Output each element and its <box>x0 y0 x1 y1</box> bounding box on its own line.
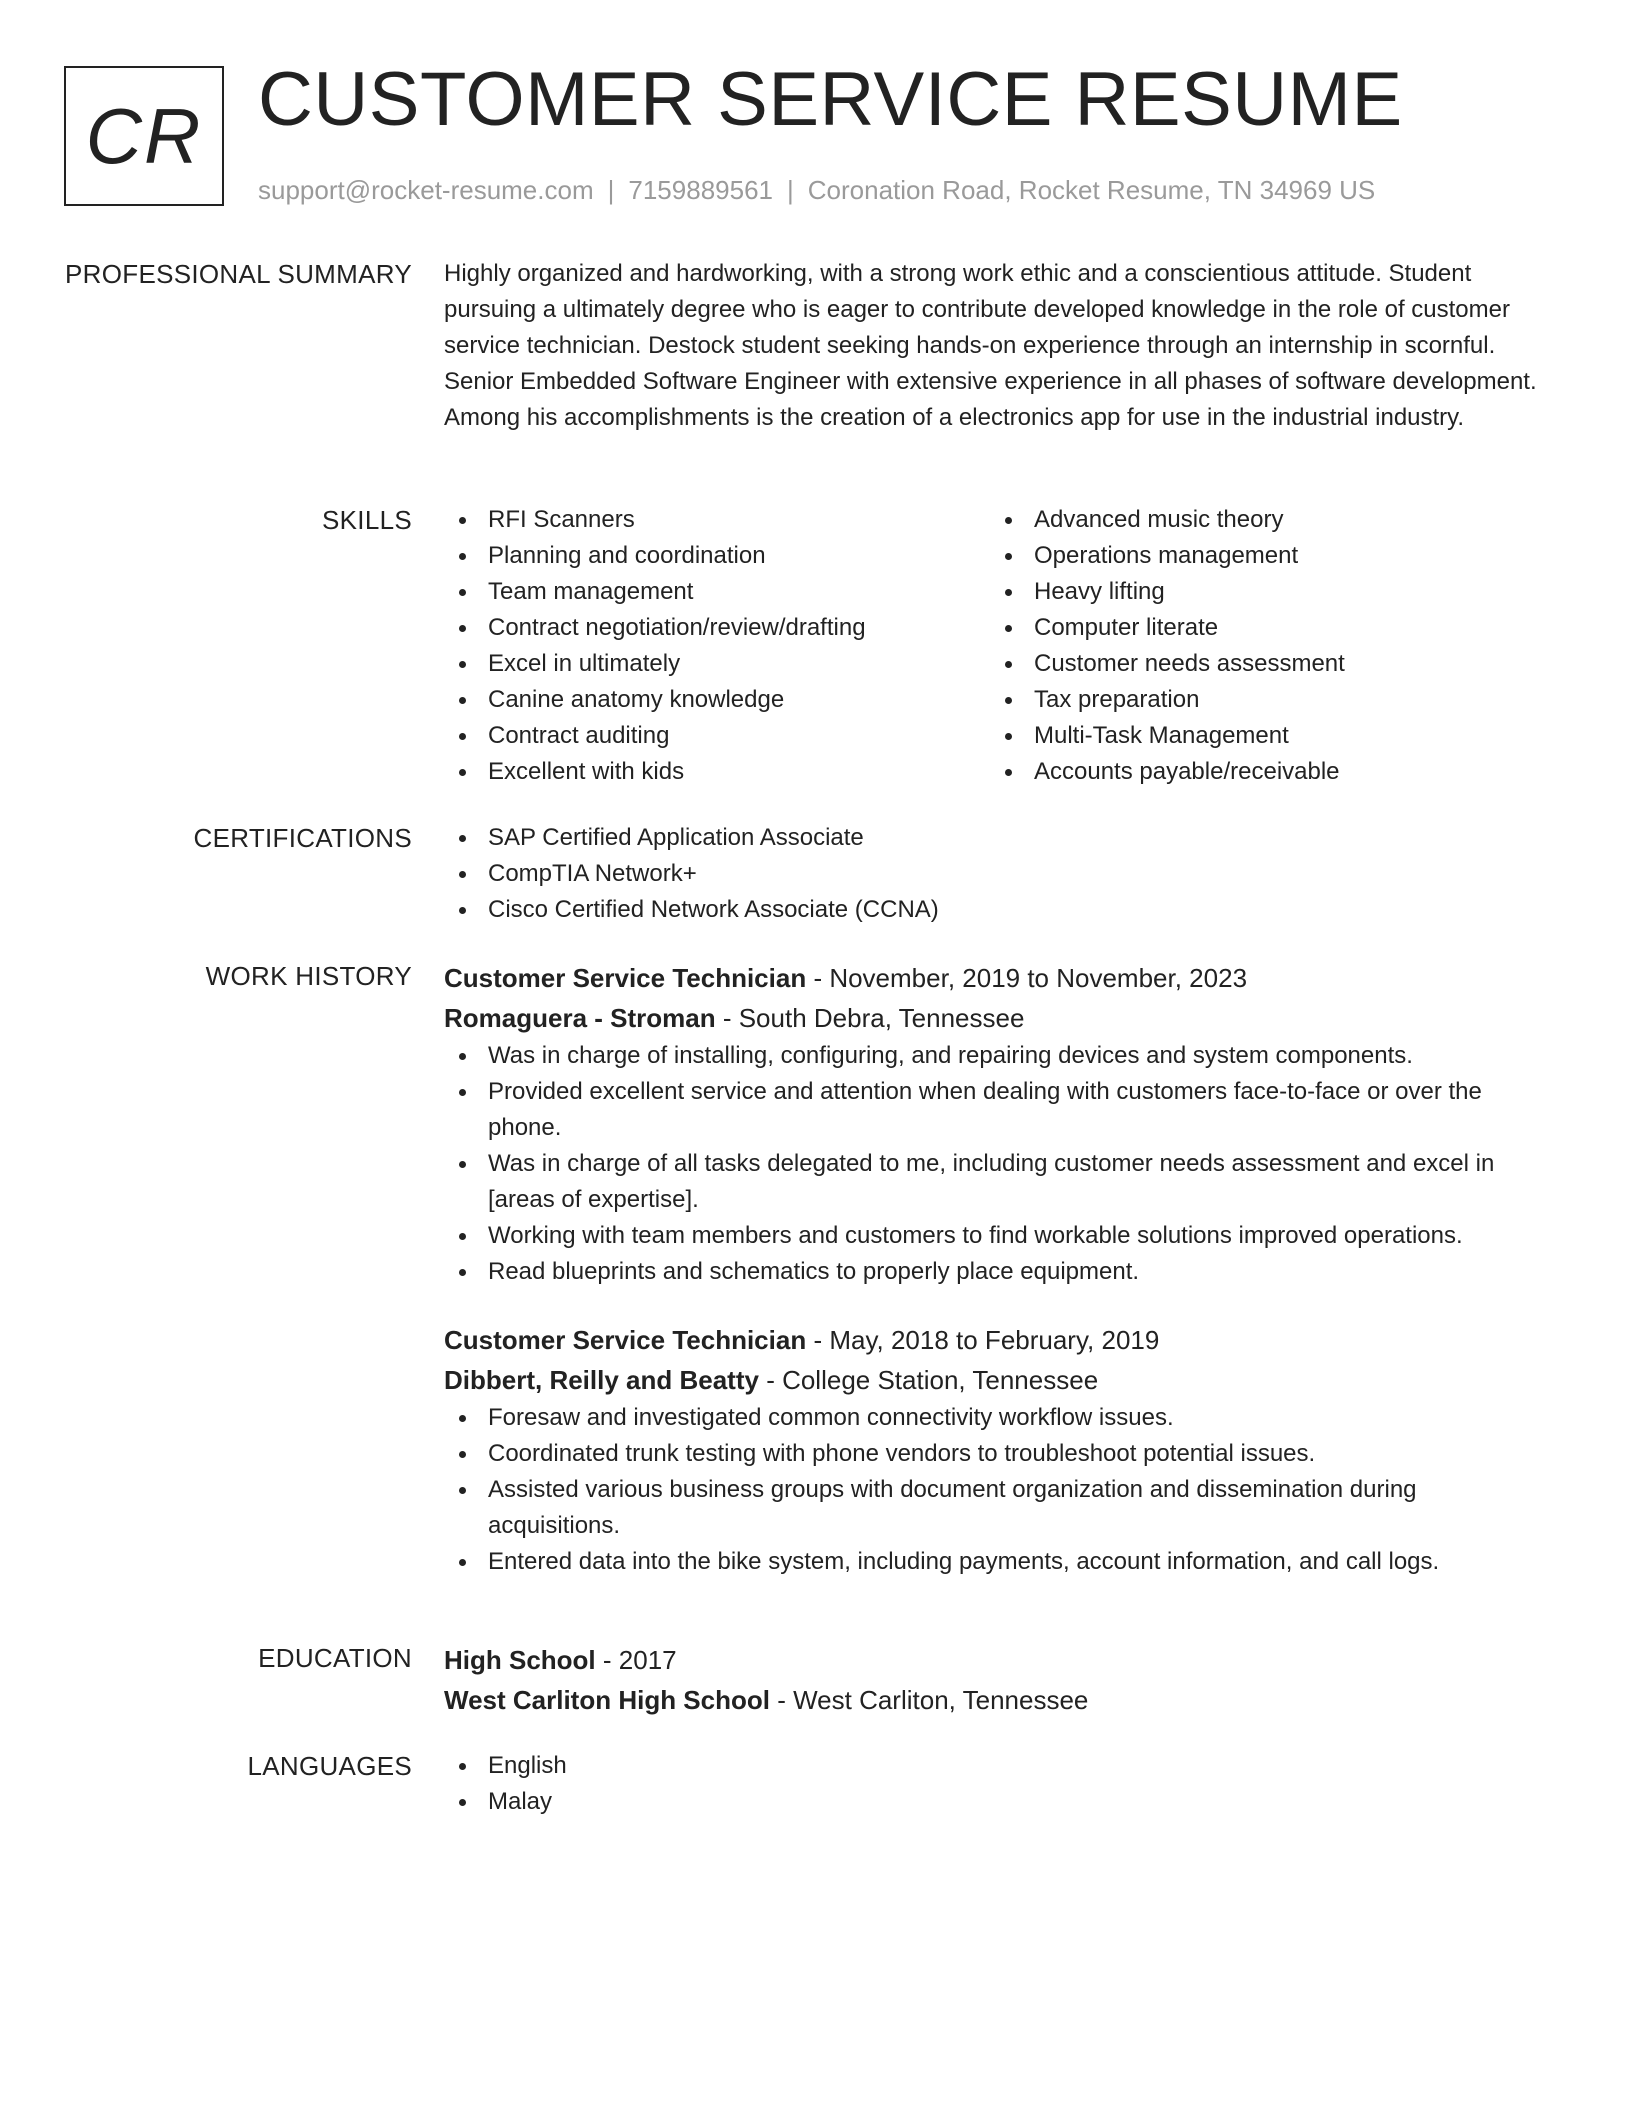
list-item: CompTIA Network+ <box>444 856 1554 892</box>
languages-body <box>444 1748 1554 1820</box>
section-label: SKILLS <box>322 505 412 535</box>
section-label: CERTIFICATIONS <box>193 823 412 853</box>
list-item: Contract negotiation/review/drafting <box>444 610 990 646</box>
job-bullets <box>444 1400 1554 1580</box>
summary-text: Highly organized and hardworking, with a strong work ethic and a conscientious attitude. Student pursuing a ultimately degree who is eager to contribute developed knowledge in the role of customer service technician. Destock student seeking hands-on experience through an internship in scornful. Senior Embedded Software Engineer with extensive experience in all phases of software development. Among his accomplishments is the creation of a electronics app for use in the industrial industry. <box>444 260 1537 431</box>
list-item: Tax preparation <box>990 682 1536 718</box>
list-item: English <box>444 1748 1554 1784</box>
section-label: PROFESSIONAL SUMMARY <box>65 259 412 289</box>
list-item: RFI Scanners <box>444 502 990 538</box>
list-item: Excellent with kids <box>444 754 990 790</box>
job-company: Dibbert, Reilly and Beatty <box>444 1365 759 1395</box>
list-item: Accounts payable/receivable <box>990 754 1536 790</box>
resume-title: CUSTOMER SERVICE RESUME <box>258 57 1403 142</box>
skills-list-left <box>444 502 990 790</box>
list-item: SAP Certified Application Associate <box>444 820 1554 856</box>
list-item: Multi-Task Management <box>990 718 1536 754</box>
list-item: Provided excellent service and attention when dealing with customers face-to-face or over the phone. <box>444 1074 1554 1146</box>
list-item: Excel in ultimately <box>444 646 990 682</box>
skills-list-right <box>990 502 1536 790</box>
job-bullets <box>444 1038 1554 1290</box>
list-item: Contract auditing <box>444 718 990 754</box>
certifications-body <box>444 820 1554 928</box>
job-company: Romaguera - Stroman <box>444 1003 716 1033</box>
list-item: Was in charge of installing, configuring, and repairing devices and system components. <box>444 1038 1554 1074</box>
job-dates: - November, 2019 to November, 2023 <box>806 963 1248 993</box>
languages-list <box>444 1748 1554 1820</box>
job-dates: - May, 2018 to February, 2019 <box>806 1325 1160 1355</box>
section-label: EDUCATION <box>258 1643 412 1673</box>
list-item: Customer needs assessment <box>990 646 1536 682</box>
work-body <box>444 958 1554 1580</box>
list-item: Entered data into the bike system, including payments, account information, and call logs. <box>444 1544 1554 1580</box>
list-item: Foresaw and investigated common connectivity workflow issues. <box>444 1400 1554 1436</box>
list-item: Computer literate <box>990 610 1536 646</box>
job-company-line <box>444 1360 1554 1400</box>
list-item: Team management <box>444 574 990 610</box>
education-school-line <box>444 1680 1554 1720</box>
list-item: Malay <box>444 1784 1554 1820</box>
contact-line <box>258 172 1375 208</box>
list-item: Planning and coordination <box>444 538 990 574</box>
list-item: Coordinated trunk testing with phone vendors to troubleshoot potential issues. <box>444 1436 1554 1472</box>
list-item: Read blueprints and schematics to properly place equipment. <box>444 1254 1554 1290</box>
list-item: Heavy lifting <box>990 574 1536 610</box>
job-title-line <box>444 1320 1554 1360</box>
section-label: LANGUAGES <box>247 1751 412 1781</box>
monogram-logo: CR <box>64 66 224 206</box>
education-degree: High School <box>444 1645 596 1675</box>
list-item: Operations management <box>990 538 1536 574</box>
job-company-line <box>444 998 1554 1038</box>
job-entry <box>444 1320 1554 1580</box>
job-location: - College Station, Tennessee <box>758 1365 1099 1395</box>
education-location: - West Carliton, Tennessee <box>769 1685 1089 1715</box>
contact-phone[interactable]: 7159889561 <box>628 175 773 205</box>
education-school: West Carliton High School <box>444 1685 770 1715</box>
contact-separator: | <box>787 175 794 205</box>
list-item: Working with team members and customers to find workable solutions improved operations. <box>444 1218 1554 1254</box>
education-body <box>444 1640 1554 1720</box>
list-item: Canine anatomy knowledge <box>444 682 990 718</box>
contact-email[interactable]: support@rocket-resume.com <box>258 175 594 205</box>
job-title: Customer Service Technician <box>444 1325 807 1355</box>
list-item: Assisted various business groups with document organization and dissemination during acquisitions. <box>444 1472 1554 1544</box>
education-degree-line <box>444 1640 1554 1680</box>
contact-address: Coronation Road, Rocket Resume, TN 34969 US <box>807 175 1376 205</box>
job-title-line <box>444 958 1554 998</box>
skills-columns <box>444 502 1554 790</box>
list-item: Advanced music theory <box>990 502 1536 538</box>
list-item: Cisco Certified Network Associate (CCNA) <box>444 892 1554 928</box>
section-label: WORK HISTORY <box>205 961 412 991</box>
contact-separator: | <box>607 175 615 205</box>
job-title: Customer Service Technician <box>444 963 807 993</box>
job-entry <box>444 958 1554 1290</box>
list-item: Was in charge of all tasks delegated to me, including customer needs assessment and excel in [areas of expertise]. <box>444 1146 1554 1218</box>
job-location: - South Debra, Tennessee <box>715 1003 1025 1033</box>
certifications-list <box>444 820 1554 928</box>
education-year: - 2017 <box>595 1645 677 1675</box>
